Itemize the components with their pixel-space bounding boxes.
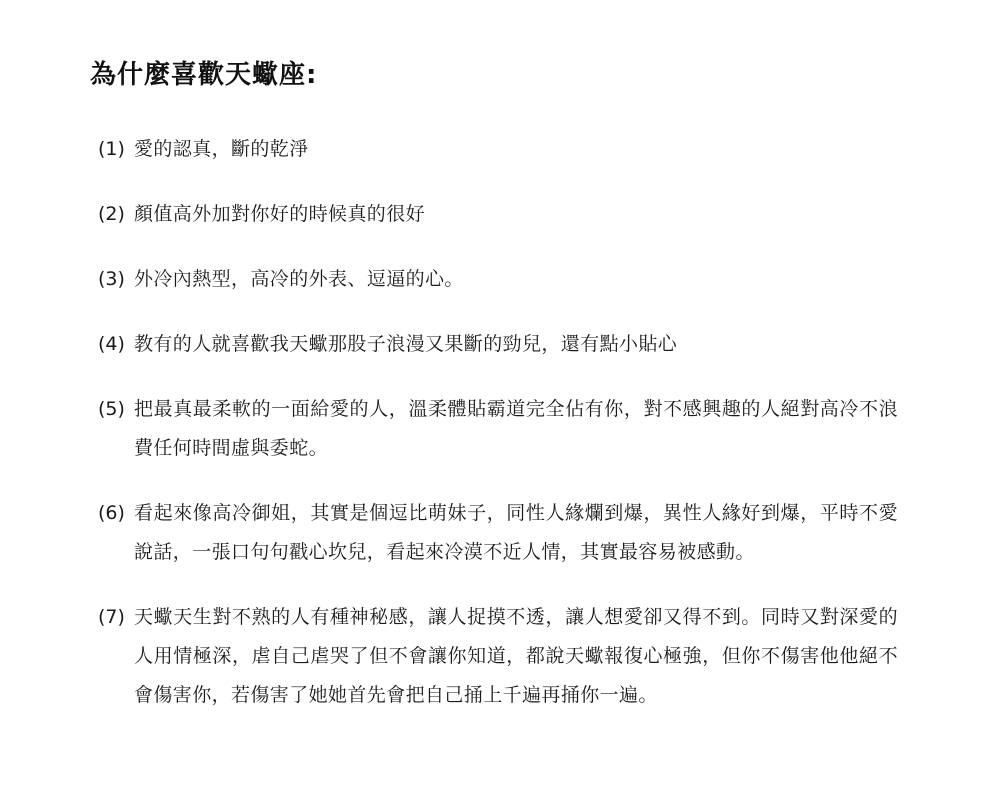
item-number: (3)	[98, 268, 125, 290]
item-text: 愛的認真，斷的乾淨	[134, 138, 309, 160]
item-number: (2)	[98, 203, 125, 225]
item-text: 教有的人就喜歡我天蠍那股子浪漫又果斷的勁兒，還有點小貼心	[134, 333, 678, 355]
item-number: (1)	[98, 138, 125, 160]
list-item	[98, 494, 898, 572]
item-text: 把最真最柔軟的一面給愛的人，溫柔體貼霸道完全佔有你，對不感興趣的人絕對高冷不浪費任何時間虛與委蛇。	[134, 398, 898, 459]
item-number: (5)	[98, 398, 125, 420]
item-text: 外冷內熱型，高冷的外表、逗逼的心。	[134, 268, 464, 290]
item-number: (4)	[98, 333, 125, 355]
page-title: 為什麼喜歡天蠍座:	[90, 60, 318, 90]
item-number: (7)	[98, 606, 125, 628]
item-text: 顏值高外加對你好的時候真的很好	[134, 203, 426, 225]
item-number: (6)	[98, 502, 125, 524]
list-item	[98, 390, 898, 468]
list-item	[98, 598, 898, 715]
item-text: 天蠍天生對不熟的人有種神秘感，讓人捉摸不透，讓人想愛卻又得不到。同時又對深愛的人用情極深，虐自己虐哭了但不會讓你知道，都說天蠍報復心極強，但你不傷害他他絕不會傷害你，若傷害了她她首先會把自己捅上千遍再捅你一遍。	[134, 606, 898, 706]
item-text: 看起來像高冷御姐，其實是個逗比萌妹子，同性人緣爛到爆，異性人緣好到爆，平時不愛說話，一張口句句戳心坎兒，看起來冷漠不近人情，其實最容易被感動。	[134, 502, 898, 563]
list-item	[98, 130, 898, 169]
list-item	[98, 260, 898, 299]
list-item	[98, 325, 898, 364]
list-item	[98, 195, 898, 234]
reasons-list	[98, 130, 898, 741]
